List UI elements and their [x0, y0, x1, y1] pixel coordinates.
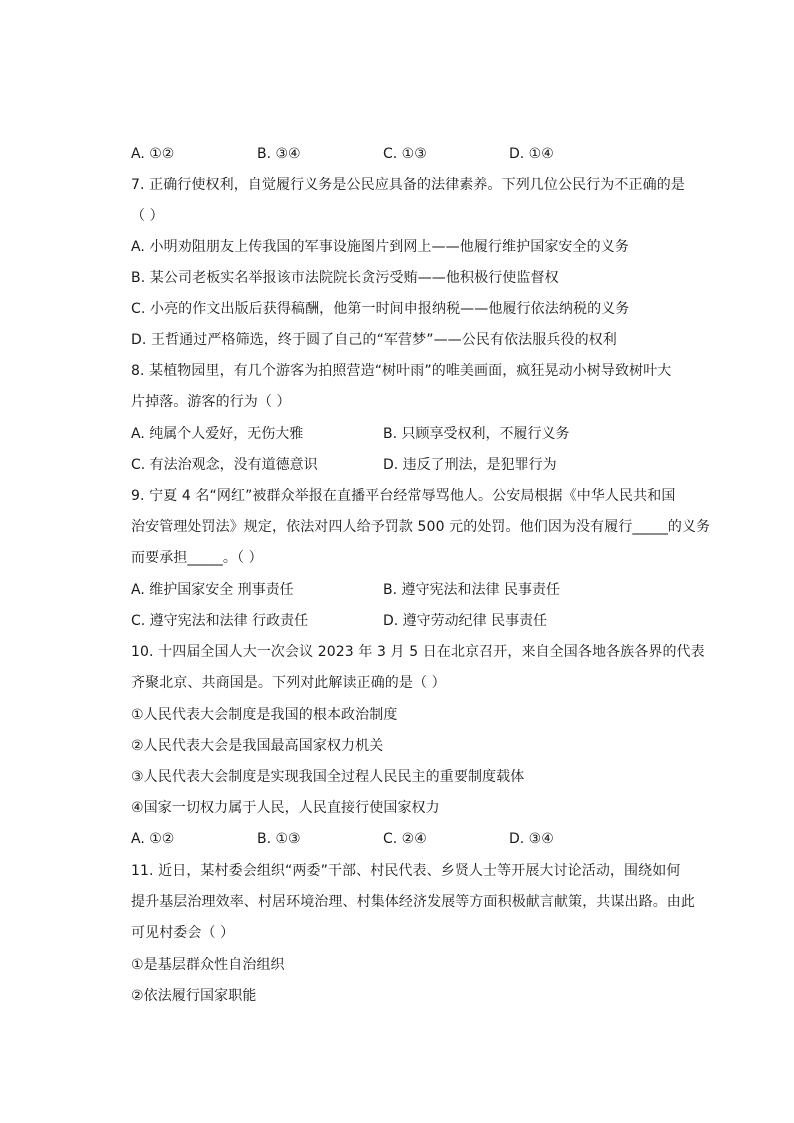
q9-option-d[interactable]: D. 遵守劳动纪律 民事责任: [383, 613, 548, 629]
q9-option-a[interactable]: A. 维护国家安全 刑事责任: [131, 582, 294, 598]
q10-option-d[interactable]: D. ③④: [509, 831, 554, 847]
q9-options-row-1: [131, 580, 691, 600]
q9-options-row-2: [131, 611, 691, 631]
q10-option-c[interactable]: C. ②④: [383, 831, 427, 847]
q6-option-d[interactable]: D. ①④: [509, 146, 554, 162]
q11-stem-line-3: 可见村委会（ ）: [131, 925, 235, 941]
q8-option-b[interactable]: B. 只顾享受权利，不履行义务: [383, 426, 570, 442]
q9-stem-line-1: 9. 宁夏 4 名“网红”被群众举报在直播平台经常辱骂他人。公安局根据《中华人民共和国: [131, 488, 676, 504]
q8-stem-line-2: 片掉落。游客的行为（ ）: [131, 394, 291, 410]
q11-statement-2: ②依法履行国家职能: [131, 988, 257, 1004]
q10-statement-2: ②人民代表大会是我国最高国家权力机关: [131, 738, 384, 754]
q10-statement-3: ③人民代表大会制度是实现我国全过程人民民主的重要制度载体: [131, 769, 525, 785]
q9-stem-line-2: 治安管理处罚法》规定，依法对四人给予罚款 500 元的处罚。他们因为没有履行_____的义务: [131, 519, 711, 535]
q9-stem-line-3: 而要承担_____。（ ）: [131, 550, 263, 566]
q10-statement-4: ④国家一切权力属于人民，人民直接行使国家权力: [131, 800, 440, 816]
q7-option-a[interactable]: A. 小明劝阻朋友上传我国的军事设施图片到网上——他履行维护国家安全的义务: [131, 239, 629, 255]
q9-option-b[interactable]: B. 遵守宪法和法律 民事责任: [383, 582, 560, 598]
q6-option-b[interactable]: B. ③④: [257, 146, 301, 162]
q8-stem-line-1: 8. 某植物园里，有几个游客为拍照营造“树叶雨”的唯美画面，疯狂晃动小树导致树叶大: [131, 363, 672, 379]
q8-option-a[interactable]: A. 纯属个人爱好，无伤大雅: [131, 426, 304, 442]
q10-options: [131, 829, 691, 849]
q7-stem-line-1: 7. 正确行使权利，自觉履行义务是公民应具备的法律素养。下列几位公民行为不正确的是: [131, 177, 685, 193]
q11-statement-1: ①是基层群众性自治组织: [131, 957, 285, 973]
q7-option-b[interactable]: B. 某公司老板实名举报该市法院院长贪污受贿——他积极行使监督权: [131, 270, 559, 286]
q10-option-a[interactable]: A. ①②: [131, 831, 175, 847]
q8-option-d[interactable]: D. 违反了刑法，是犯罪行为: [383, 457, 557, 473]
q10-stem-line-1: 10. 十四届全国人大一次会议 2023 年 3 月 5 日在北京召开，来自全国各地各族各界的代表: [131, 644, 705, 660]
q8-options-row-2: [131, 455, 691, 475]
q7-stem-line-2: （ ）: [131, 208, 164, 224]
q7-option-d[interactable]: D. 王哲通过严格筛选，终于圆了自己的“军营梦”——公民有依法服兵役的权利: [131, 332, 617, 348]
q8-option-c[interactable]: C. 有法治观念，没有道德意识: [131, 457, 318, 473]
q8-options-row-1: [131, 424, 691, 444]
q7-option-c[interactable]: C. 小亮的作文出版后获得稿酬，他第一时间申报纳税——他履行依法纳税的义务: [131, 301, 630, 317]
q11-stem-line-1: 11. 近日，某村委会组织“两委”干部、村民代表、乡贤人士等开展大讨论活动，围绕如何: [131, 863, 681, 879]
q10-statement-1: ①人民代表大会制度是我国的根本政治制度: [131, 707, 398, 723]
q6-option-c[interactable]: C. ①③: [383, 146, 427, 162]
q11-stem-line-2: 提升基层治理效率、村居环境治理、村集体经济发展等方面积极献言献策，共谋出路。由此: [131, 894, 695, 910]
q6-options: [131, 144, 691, 164]
q10-stem-line-2: 齐聚北京、共商国是。下列对此解读正确的是（ ）: [131, 675, 446, 691]
q10-option-b[interactable]: B. ①③: [257, 831, 301, 847]
q6-option-a[interactable]: A. ①②: [131, 146, 175, 162]
q9-option-c[interactable]: C. 遵守宪法和法律 行政责任: [131, 613, 309, 629]
